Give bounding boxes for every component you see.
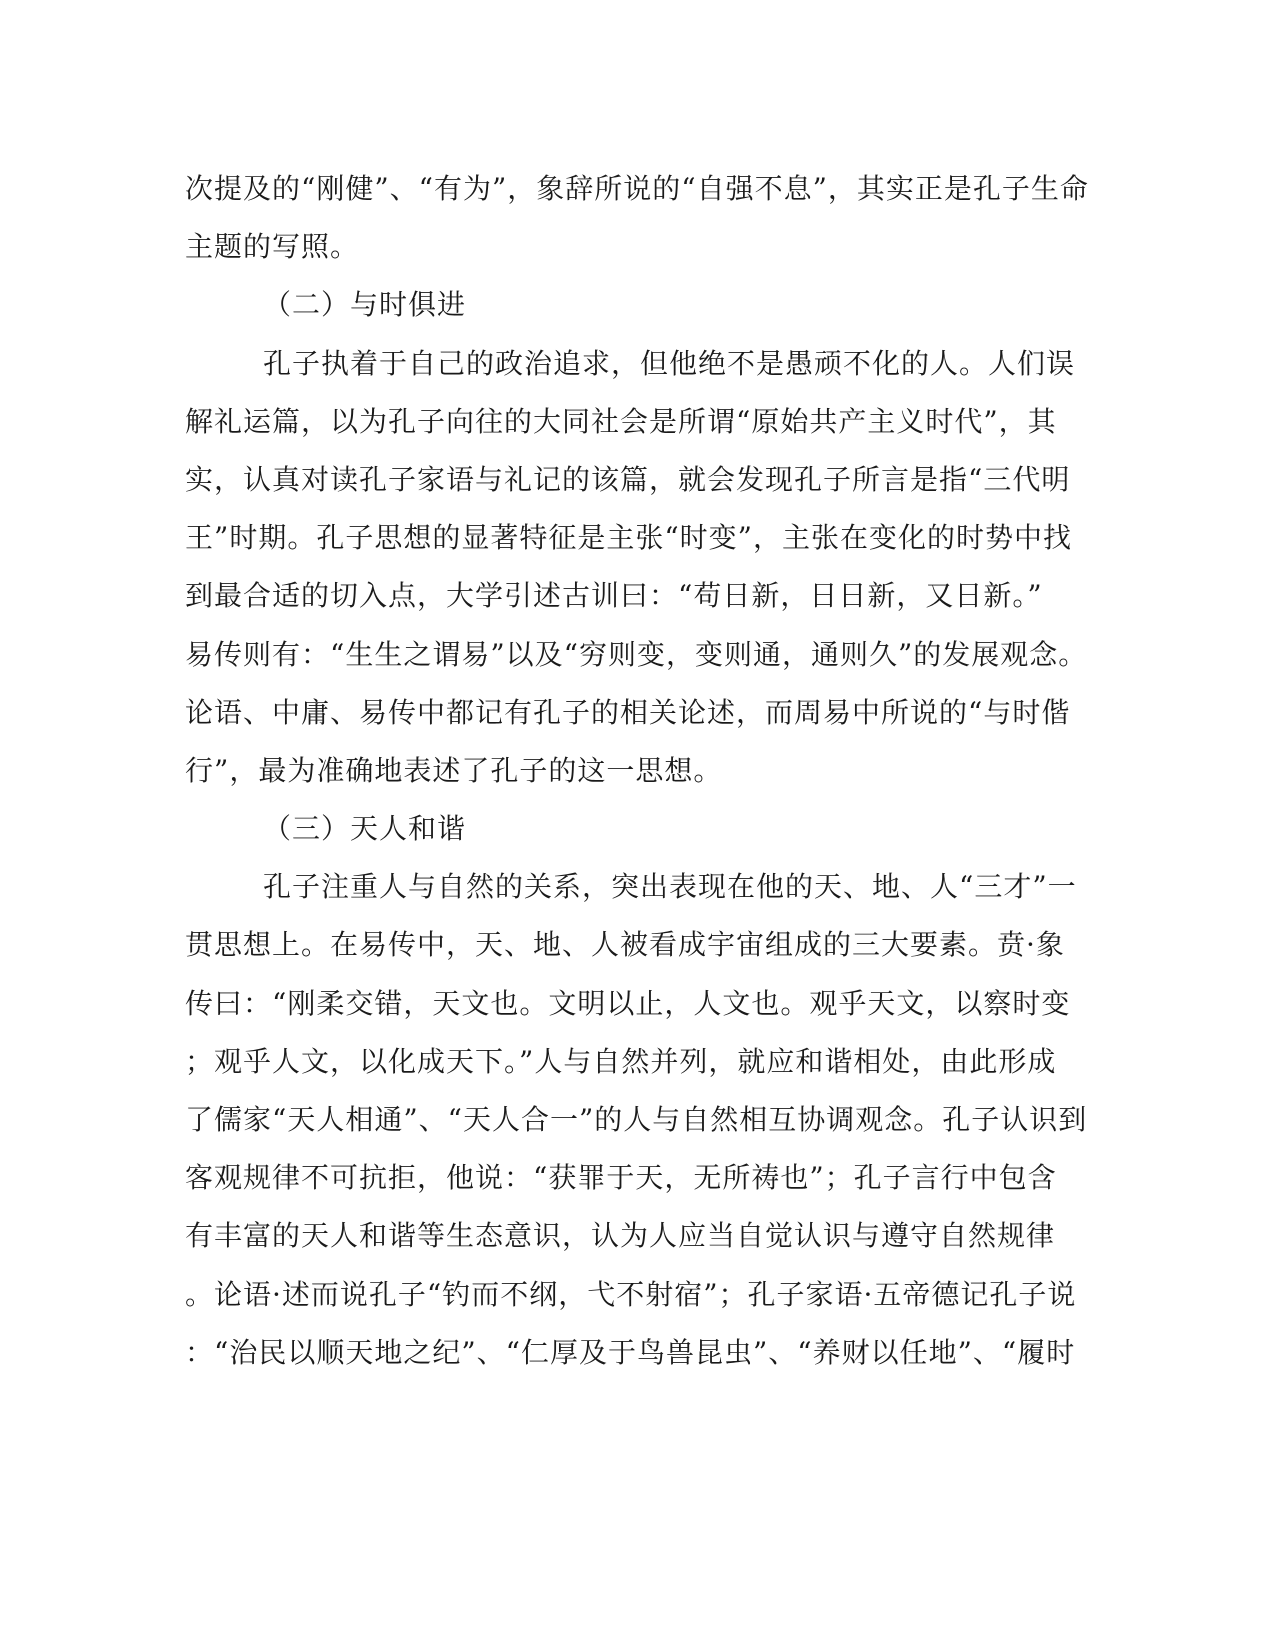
text-line: 实，认真对读孔子家语与礼记的该篇，就会发现孔子所言是指“三代明 — [185, 462, 1071, 496]
section-heading: （三）天人和谐 — [263, 812, 467, 846]
text-line: 论语、中庸、易传中都记有孔子的相关论述，而周易中所说的“与时偕 — [185, 695, 1071, 729]
paragraph-first-line: 孔子执着于自己的政治追求，但他绝不是愚顽不化的人。人们误 — [263, 346, 1076, 380]
text-line: ；观乎人文，以化成天下。”人与自然并列，就应和谐相处，由此形成 — [185, 1044, 1057, 1078]
text-line: 了儒家“天人相通”、“天人合一”的人与自然相互协调观念。孔子认识到 — [185, 1103, 1088, 1136]
text-line: 解礼运篇，以为孔子向往的大同社会是所谓“原始共产主义时代”，其 — [185, 404, 1057, 438]
text-line: 次提及的“刚健”、“有为”，象辞所说的“自强不息”，其实正是孔子生命 — [185, 172, 1089, 205]
text-line: 主题的写照。 — [185, 230, 360, 264]
document-body — [185, 160, 1090, 1382]
text-line: 客观规律不可抗拒，他说：“获罪于天，无所祷也”；孔子言行中包含 — [185, 1161, 1057, 1195]
text-line: 易传则有：“生生之谓易”以及“穷则变，变则通，通则久”的发展观念。 — [185, 637, 1088, 671]
text-line: 王”时期。孔子思想的显著特征是主张“时变”，主张在变化的时势中找 — [185, 521, 1072, 555]
text-line: ：“治民以顺天地之纪”、“仁厚及于鸟兽昆虫”、“养财以任地”、“履时 — [185, 1335, 1076, 1369]
section-heading: （二）与时俱进 — [263, 288, 467, 322]
text-line: 传曰：“刚柔交错，天文也。文明以止，人文也。观乎天文，以察时变 — [185, 986, 1071, 1020]
text-line: 贯思想上。在易传中，天、地、人被看成宇宙组成的三大要素。贲·象 — [185, 928, 1065, 962]
text-line: 。论语·述而说孔子“钓而不纲，弋不射宿”；孔子家语·五帝德记孔子说 — [185, 1277, 1077, 1311]
text-line: 行”，最为准确地表述了孔子的这一思想。 — [185, 753, 723, 787]
paragraph-first-line: 孔子注重人与自然的关系，突出表现在他的天、地、人“三才”一 — [263, 870, 1077, 904]
text-line: 有丰富的天人和谐等生态意识，认为人应当自觉认识与遵守自然规律 — [185, 1219, 1056, 1253]
text-line: 到最合适的切入点，大学引述古训曰：“苟日新，日日新，又日新。” — [185, 579, 1043, 613]
